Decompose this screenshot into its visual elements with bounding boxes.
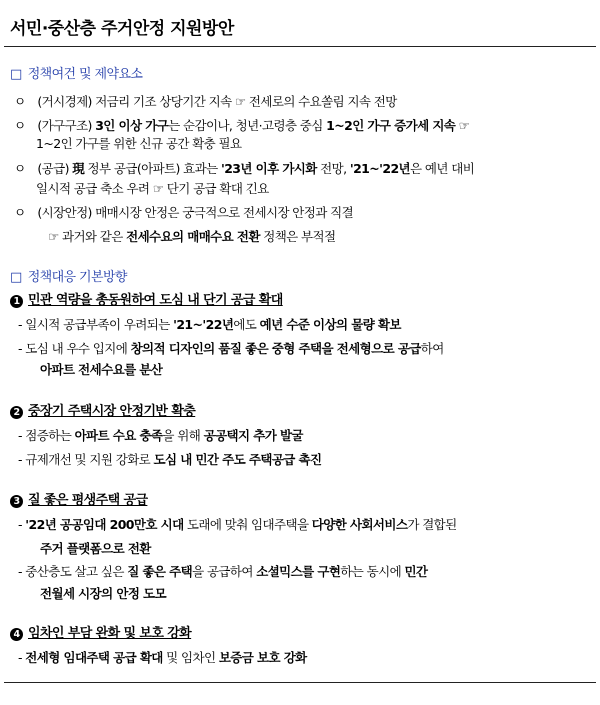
policy-condition-line [14,93,397,111]
line-text: - 도심 내 우수 입지에 [18,341,131,356]
strategy-number-badge: 4 [10,628,23,641]
line-text: 을 공급하여 [192,564,257,579]
line-text: 예년 수준 이상의 물량 확보 [259,317,401,332]
line-text: 전세형 임대주택 공급 확대 [25,650,163,665]
line-text: 아파트 수요 충족 [74,428,163,443]
bullet-circle: ㅇ [14,118,26,133]
line-text: (공급) [34,161,73,176]
line-text: 1~2인 가구 증가세 지속 [326,118,456,133]
strategy-detail-line [40,540,151,558]
strategy-detail-line [18,516,457,534]
line-text: 은 예년 대비 [410,161,475,176]
bullet-circle: ㅇ [14,205,26,220]
line-text: 을 위해 [162,428,204,443]
line-text: - [18,517,26,532]
line-text: 민간 [404,564,428,579]
line-text: 에도 [233,317,260,332]
line-text: 다양한 사회서비스 [311,517,408,532]
section-heading [10,269,127,287]
line-text: 아파트 전세수요를 분산 [40,362,163,377]
line-text: 보증금 보호 강화 [218,650,307,665]
strategy-number-badge: 3 [10,495,23,508]
strategy-detail-line [18,451,321,469]
line-text: 일시적 공급 축소 우려 ☞ 단기 공급 확대 긴요 [36,181,269,196]
line-text: 3인 이상 가구 [95,118,169,133]
bullet-circle: ㅇ [14,161,26,176]
strategy-detail-line [18,316,401,334]
title-divider [4,46,596,47]
line-text: 는 순감이나, 청년·고령층 중심 [168,118,327,133]
line-text: '23년 이후 가시화 [220,161,317,176]
line-text: (거시경제) 저금리 기조 상당기간 지속 ☞ 전세로의 수요쏠림 지속 전망 [34,94,397,109]
line-text: 전망, [316,161,350,176]
line-text: 질 좋은 주택 [127,564,193,579]
line-text: 정책은 부적절 [259,229,336,244]
section-heading-text: 정책여건 및 제약요소 [27,67,143,82]
line-text: 가 결합된 [407,517,457,532]
policy-condition-line [14,204,353,222]
line-text: - 중산층도 살고 싶은 [18,564,128,579]
strategy-heading [10,492,147,510]
strategy-heading [10,292,283,310]
line-text: '21~'22년 [349,161,411,176]
strategy-detail-line [40,361,162,379]
line-text: '21~'22년 [173,317,234,332]
line-text: ☞ [455,118,470,133]
line-text: 및 임차인 [162,650,219,665]
line-text: 소셜믹스를 구현 [256,564,341,579]
line-text: 도래에 맞춰 임대주택을 [183,517,312,532]
policy-condition-line [36,180,269,198]
section-heading [10,66,142,84]
strategy-detail-line [18,427,303,445]
policy-condition-line [14,117,469,135]
strategy-title: 중장기 주택시장 안정기반 확충 [28,404,196,419]
policy-condition-line [48,228,335,246]
policy-condition-line [36,135,241,153]
strategy-number-badge: 1 [10,295,23,308]
line-text: (가구구조) [34,118,96,133]
strategy-detail-line [18,649,307,667]
line-text: 정부 공급(아파트) 효과는 [84,161,221,176]
line-text: ☞ 과거와 같은 [48,229,127,244]
strategy-detail-line [40,585,166,603]
strategy-heading [10,625,191,643]
line-text: 창의적 디자인의 품질 좋은 중형 주택을 전세형으로 공급 [130,341,421,356]
strategy-title: 질 좋은 평생주택 공급 [28,493,148,508]
strategy-heading [10,403,195,421]
section-heading-text: 정책대응 기본방향 [27,270,127,285]
strategy-title: 민관 역량을 총동원하여 도심 내 단기 공급 확대 [28,293,283,308]
section-marker: □ [10,67,22,82]
line-text: '22년 공공임대 200만호 시대 [25,517,184,532]
line-text: 전세수요의 매매수요 전환 [126,229,260,244]
document-title: 서민·중산층 주거안정 지원방안 [10,19,234,39]
line-text: - 일시적 공급부족이 우려되는 [18,317,174,332]
line-text: - 규제개선 및 지원 강화로 [18,452,154,467]
strategy-detail-line [18,340,444,358]
line-text: 하여 [420,341,444,356]
line-text: 도심 내 민간 주도 주택공급 촉진 [153,452,322,467]
line-text: 現 [72,161,85,176]
line-text: (시장안정) 매매시장 안정은 궁극적으로 전세시장 안정과 직결 [34,205,354,220]
section-marker: □ [10,270,22,285]
strategy-number-badge: 2 [10,406,23,419]
bottom-divider [4,682,596,683]
line-text: 전월세 시장의 안정 도모 [40,586,167,601]
strategy-detail-line [18,563,427,581]
line-text: 하는 동시에 [340,564,405,579]
line-text: 1~2인 가구를 위한 신규 공간 확충 필요 [36,136,242,151]
line-text: - 점증하는 [18,428,75,443]
line-text: 주거 플랫폼으로 전환 [40,541,151,556]
bullet-circle: ㅇ [14,94,26,109]
line-text: 공공택지 추가 발굴 [203,428,303,443]
policy-condition-line [14,160,474,178]
line-text: - [18,650,26,665]
strategy-title: 임차인 부담 완화 및 보호 강화 [28,626,192,641]
